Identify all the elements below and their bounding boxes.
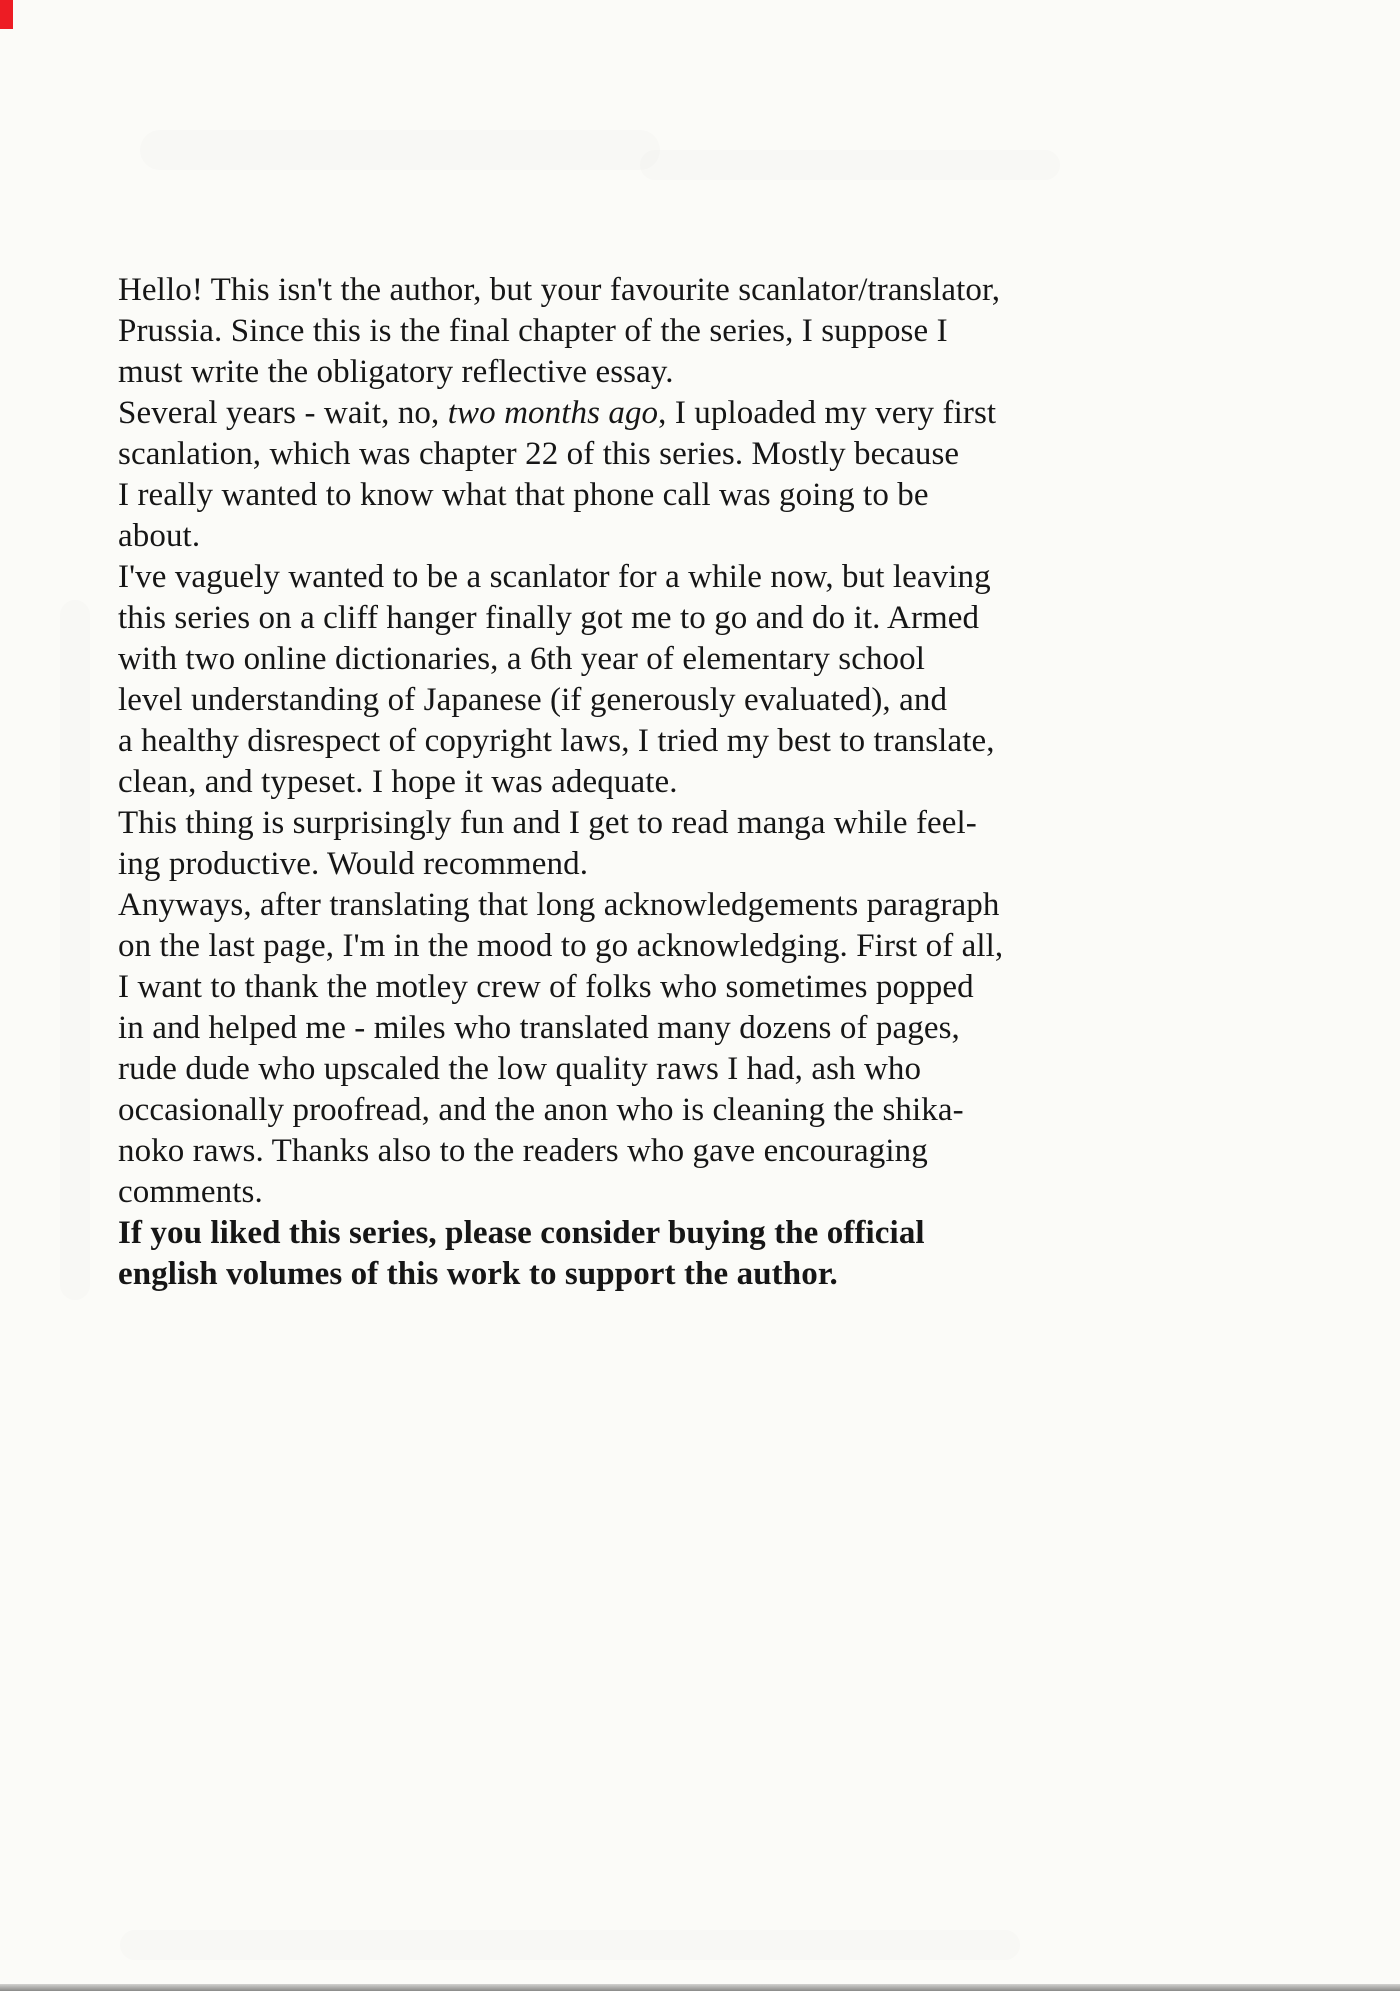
text-segment: Hello! This isn't the author, but your favourite scanlator/translator, <box>118 272 1001 308</box>
text-segment: level understanding of Japanese (if generously evaluated), and <box>118 682 948 718</box>
text-line <box>118 311 1278 352</box>
red-corner-mark <box>0 0 13 29</box>
text-segment: this series on a cliff hanger finally got me to go and do it. Armed <box>118 600 980 636</box>
text-segment: on the last page, I'm in the mood to go acknowledging. First of all, <box>118 928 1004 964</box>
text-segment: I want to thank the motley crew of folks who sometimes popped <box>118 969 974 1005</box>
text-segment: with two online dictionaries, a 6th year of elementary school <box>118 641 926 677</box>
bottom-scan-bar <box>0 1984 1400 1991</box>
text-segment: a healthy disrespect of copyright laws, I tried my best to translate, <box>118 723 995 759</box>
text-line <box>118 762 1278 803</box>
italic-text-segment: two months ago <box>447 395 659 431</box>
text-line <box>118 639 1278 680</box>
text-line <box>118 475 1278 516</box>
text-line <box>118 352 1278 393</box>
text-line <box>118 393 1278 434</box>
text-segment: I've vaguely wanted to be a scanlator for a while now, but leaving <box>118 559 991 595</box>
scan-artifact <box>640 150 1060 180</box>
text-segment: occasionally proofread, and the anon who is cleaning the shika- <box>118 1092 964 1128</box>
text-segment: must write the obligatory reflective essay. <box>118 354 674 390</box>
text-line <box>118 557 1278 598</box>
scan-artifact <box>60 600 90 1300</box>
text-line <box>118 680 1278 721</box>
text-line <box>118 967 1278 1008</box>
text-segment: ing productive. Would recommend. <box>118 846 589 882</box>
text-segment: english volumes of this work to support the author. <box>118 1256 838 1292</box>
text-line <box>118 1090 1278 1131</box>
text-line <box>118 434 1278 475</box>
text-segment: If you liked this series, please consider buying the official <box>118 1215 925 1251</box>
text-line <box>118 516 1278 557</box>
scan-artifact <box>140 130 660 170</box>
text-segment: rude dude who upscaled the low quality raws I had, ash who <box>118 1051 922 1087</box>
text-line <box>118 844 1278 885</box>
text-segment: noko raws. Thanks also to the readers who gave encouraging <box>118 1133 928 1169</box>
text-segment: I really wanted to know what that phone call was going to be <box>118 477 929 513</box>
text-line <box>118 1008 1278 1049</box>
text-line <box>118 1213 1278 1254</box>
text-segment: This thing is surprisingly fun and I get to read manga while feel- <box>118 805 977 841</box>
scan-artifact <box>120 1930 1020 1960</box>
text-line <box>118 926 1278 967</box>
text-line <box>118 1254 1278 1295</box>
text-line <box>118 1131 1278 1172</box>
text-line <box>118 1049 1278 1090</box>
text-line <box>118 803 1278 844</box>
text-segment: clean, and typeset. I hope it was adequate. <box>118 764 678 800</box>
text-segment: Several years - wait, no, <box>118 395 448 431</box>
text-line <box>118 598 1278 639</box>
text-line <box>118 885 1278 926</box>
text-line <box>118 721 1278 762</box>
translator-note-text <box>118 270 1278 1295</box>
text-segment: in and helped me - miles who translated many dozens of pages, <box>118 1010 960 1046</box>
text-segment: Prussia. Since this is the final chapter of the series, I suppose I <box>118 313 948 349</box>
text-segment: Anyways, after translating that long acknowledgements paragraph <box>118 887 1000 923</box>
text-line <box>118 270 1278 311</box>
text-segment: about. <box>118 518 201 554</box>
text-segment: , I uploaded my very first <box>658 395 997 431</box>
text-segment: comments. <box>118 1174 263 1210</box>
text-segment: scanlation, which was chapter 22 of this series. Mostly because <box>118 436 960 472</box>
text-line <box>118 1172 1278 1213</box>
